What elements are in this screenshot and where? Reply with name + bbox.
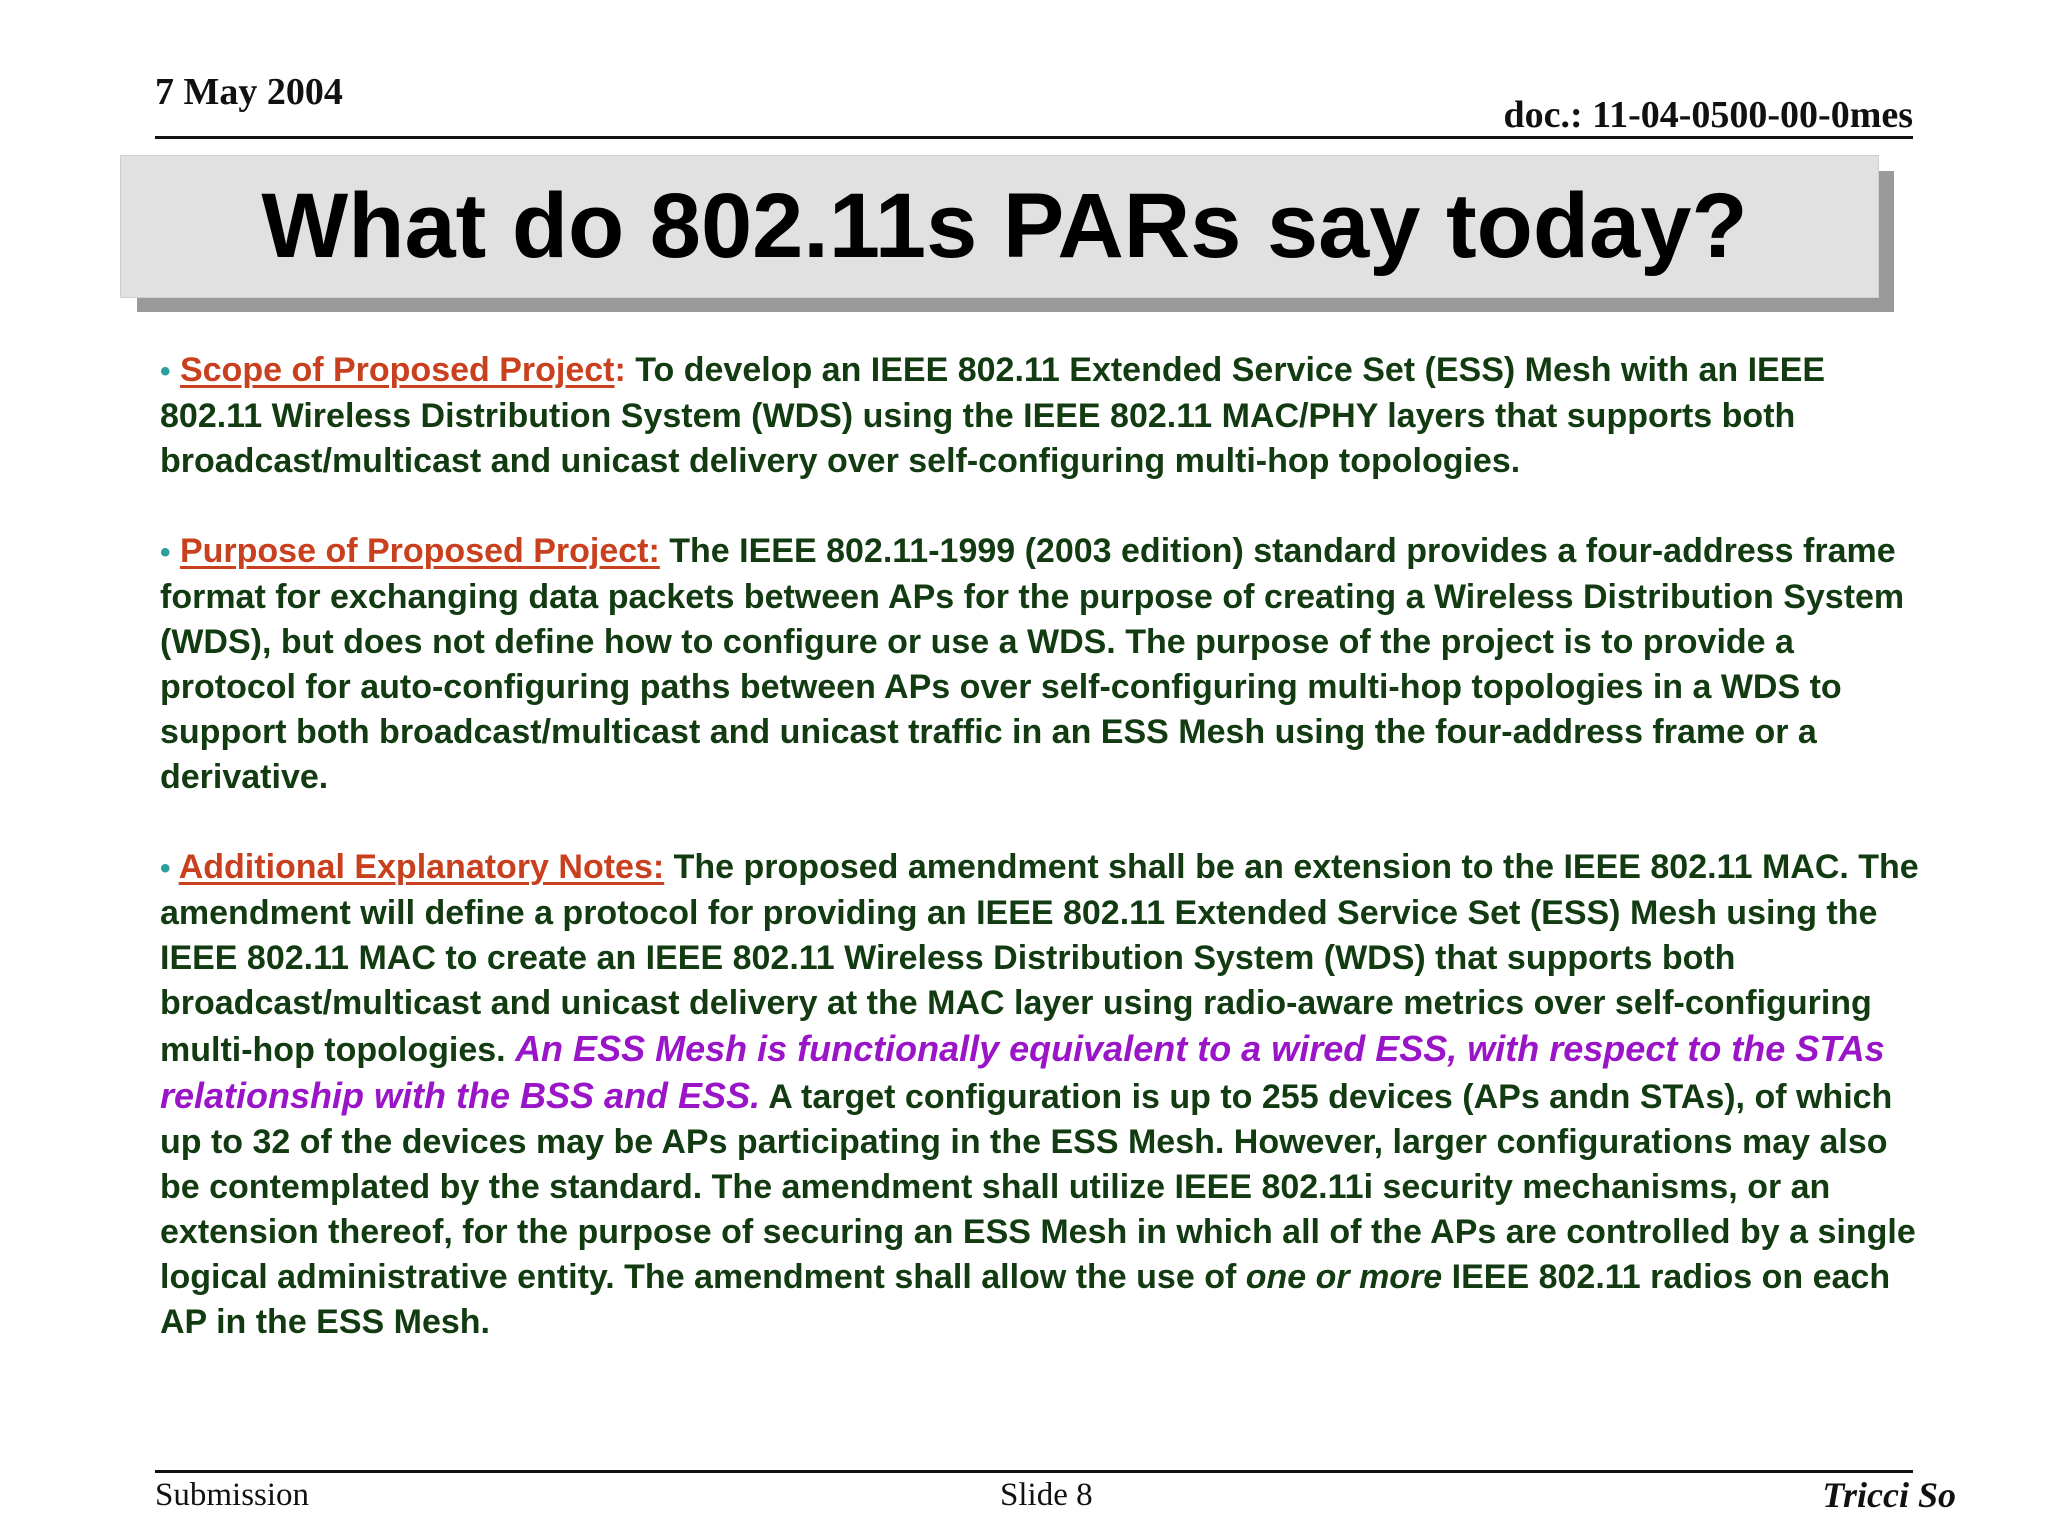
- bullet-label: Purpose of Proposed Project:: [179, 532, 660, 570]
- bullet-label-suffix: :: [614, 351, 626, 389]
- bullet-text: The IEEE 802.11-1999 (2003 edition) standard provides a four-address frame format for exchanging data packets between APs for the purpose of creating a Wireless Distribution System (WDS), but does not define how to configure or use a WDS. The purpose of the project is to provide a protocol for auto-configuring paths between APs over self-configuring multi-hop topologies in a WDS to support both broadcast/multicast and unicast traffic in an ESS Mesh using the four-address frame or a derivative.: [160, 532, 1905, 796]
- slide-content: [160, 348, 1920, 1345]
- header-date: 7 May 2004: [155, 71, 343, 113]
- footer-slide-number: Slide 8: [1000, 1477, 1093, 1513]
- footer-divider: [155, 1470, 1913, 1473]
- bullet-purpose: [160, 529, 1920, 800]
- header-doc-id: doc.: 11-04-0500-00-0mes: [1503, 94, 1913, 136]
- header-divider: [155, 136, 1913, 139]
- italic-phrase: one or more: [1245, 1258, 1443, 1296]
- bullet-label: Scope of Proposed Project: [179, 351, 615, 389]
- bullet-icon: •: [160, 355, 171, 388]
- footer-submission: Submission: [155, 1477, 310, 1513]
- bullet-label: Additional Explanatory Notes:: [178, 848, 665, 886]
- bullet-text-end: IEEE 802.11 radios on each AP in the ESS Mesh.: [160, 1258, 1891, 1341]
- bullet-text-continued: A target configuration is up to 255 devices (APs andn STAs), of which up to 32 of the devices may be APs participating in the ESS Mesh. However, larger configurations may also be contemplated by the standard. The amendment shall utilize IEEE 802.11i security mechanisms, or an extension thereof, for the purpose of securing an ESS Mesh in which all of the APs are controlled by a single logical administrative entity. The amendment shall allow the use of: [160, 1078, 1916, 1296]
- bullet-text: The proposed amendment shall be an extension to the IEEE 802.11 MAC. The amendment will define a protocol for providing an IEEE 802.11 Extended Service Set (ESS) Mesh using the IEEE 802.11 MAC to create an IEEE 802.11 Wireless Distribution System (WDS) that supports both broadcast/multicast and unicast delivery at the MAC layer using radio-aware metrics over self-configuring multi-hop topologies.: [160, 848, 1919, 1069]
- footer-author: Tricci So: [1822, 1475, 1956, 1515]
- bullet-icon: •: [160, 536, 171, 569]
- slide-title: What do 802.11s PARs say today?: [261, 175, 1748, 277]
- title-box: [120, 155, 1879, 298]
- bullet-text: To develop an IEEE 802.11 Extended Service Set (ESS) Mesh with an IEEE 802.11 Wireless Distribution System (WDS) using the IEEE 802.11 MAC/PHY layers that supports both broadcast/multicast and unicast delivery over self-configuring multi-hop topologies.: [160, 351, 1826, 480]
- emphasis-text: An ESS Mesh is functionally equivalent to a wired ESS, with respect to the STAs relationship with the BSS and ESS.: [160, 1028, 1885, 1116]
- bullet-icon: •: [160, 852, 171, 885]
- bullet-notes: [160, 845, 1920, 1345]
- bullet-scope: [160, 348, 1920, 484]
